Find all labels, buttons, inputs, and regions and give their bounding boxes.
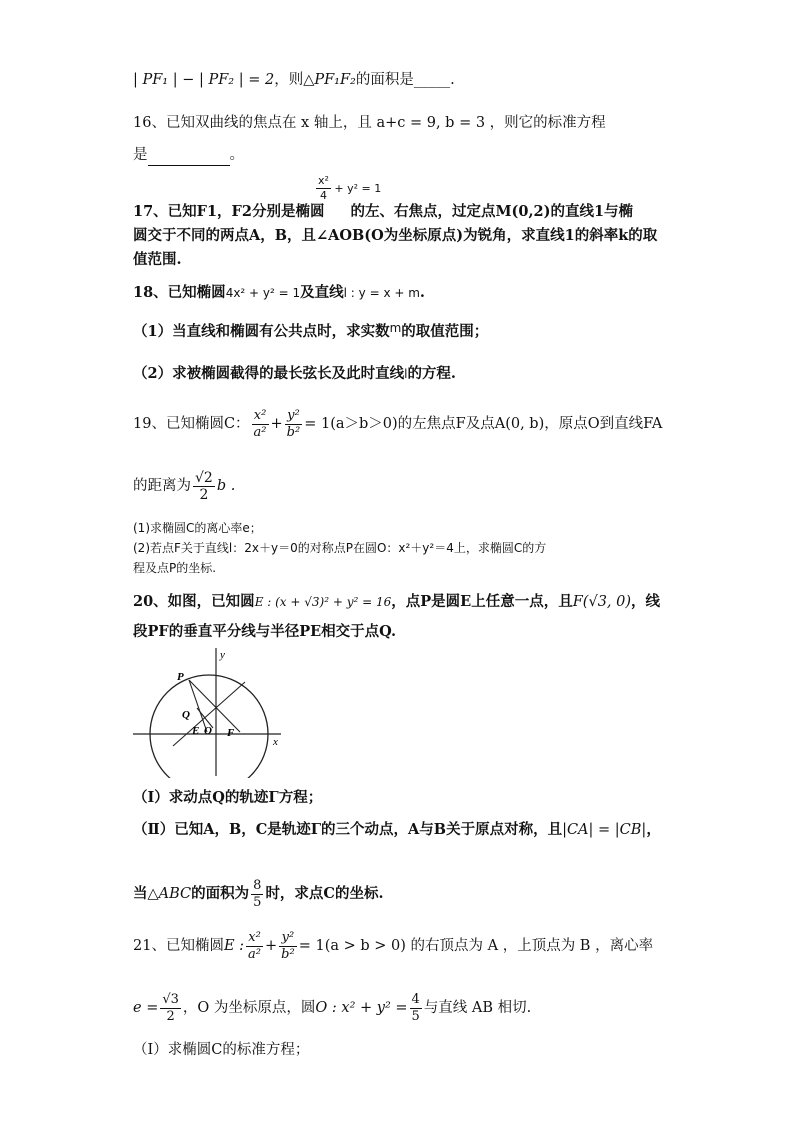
- q16-pre: 是: [133, 147, 148, 163]
- label-q: Q: [182, 709, 190, 721]
- q17-frac-tail: + y² = 1: [334, 182, 382, 195]
- q20-area-den: 5: [253, 894, 262, 910]
- q19-f2-den: b²: [286, 424, 301, 440]
- q20-figure: [133, 646, 283, 778]
- q19-frac-x: [252, 408, 269, 441]
- q19-line1: 19、已知椭圆C： $\frac{\text{x²}}{\text{a²}}$ + $\frac{\text{y²}}{\text{b²}}$ = 1(a＞b＞0)的左焦点F及点A(0, b)，原点O到直线FA: [133, 407, 663, 440]
- q21-f2-den: b²: [281, 946, 295, 962]
- q16-line2: [133, 145, 244, 166]
- q18-line-eq: l : y = x + m: [343, 286, 420, 300]
- q17-line3: 值范围.: [133, 251, 182, 268]
- q20-circle-eq: E : (x + √3)² + y² = 16: [254, 595, 392, 609]
- q20-p3-tri: ABC: [158, 886, 192, 902]
- q15-tri: PF₁F₂: [314, 72, 356, 88]
- q19-f1-num: x²: [252, 408, 269, 425]
- q17-frac-num: x²: [318, 174, 329, 187]
- q21-e-den: 2: [166, 1008, 175, 1024]
- q18-part2-text: （2）求被椭圆截得的最长弦长及此时直线: [133, 365, 405, 382]
- q19-pre: 19、已知椭圆C：: [133, 416, 250, 432]
- q18-mid: 及直线: [300, 284, 344, 301]
- q20-p2-pre: （Ⅱ）已知A，B，C是轨迹Γ的三个动点，A与B关于原点对称，且: [133, 821, 563, 838]
- label-p: P: [177, 671, 184, 683]
- q20-post: ，线: [631, 593, 661, 610]
- q15-tail-line: [133, 70, 455, 90]
- q19-frac-y: [285, 408, 303, 441]
- q19-f1-den: a²: [253, 424, 267, 440]
- q20-part2: [133, 820, 661, 840]
- q21-e-num: √3: [162, 991, 179, 1007]
- q17-pre: 17、已知F1，F2分别是椭圆: [133, 203, 325, 220]
- q21-f1-num: x²: [246, 930, 263, 947]
- q21-f1-den: a²: [248, 946, 262, 962]
- q18-part2: [133, 364, 456, 384]
- q20-line1: [133, 592, 660, 612]
- q18-end: .: [419, 284, 425, 301]
- q18-line1: [133, 283, 425, 303]
- q21-c-den: 5: [411, 1008, 420, 1024]
- q16-line1: 16、已知双曲线的焦点在 x 轴上，且 a+c = 9, b = 3 ，则它的标准方程: [133, 115, 606, 131]
- q18-part1-text: （1）当直线和椭圆有公共点时，求实数: [133, 323, 390, 340]
- label-f: F: [227, 727, 235, 739]
- label-o: O: [204, 725, 212, 737]
- q21-line1: 21、已知椭圆E : $\frac{\text{x²}}{\text{a²}}$ + $\frac{\text{y²}}{\text{b²}}$ = 1(a > b > 0) 的右顶点为 A ，上顶点为 B ，离心率: [133, 929, 654, 962]
- label-x: x: [273, 736, 278, 748]
- q20-p2-end: ，: [646, 821, 661, 838]
- q20-part1: （Ⅰ）求动点Q的轨迹Γ方程；: [133, 789, 323, 806]
- q19-dist-num: √2: [195, 469, 213, 486]
- q20-line2: 段PF的垂直平分线与半径PE相交于点Q.: [133, 623, 397, 640]
- q19-dist-post: b .: [216, 478, 236, 494]
- q15-lhs: | PF₁ | − | PF₂ | = 2: [133, 72, 275, 88]
- q18-ellipse: 4x² + y² = 1: [225, 286, 301, 300]
- q19-post: = 1(a＞b＞0)的左焦点F及点A(0, b)，原点O到直线FA: [304, 416, 663, 432]
- q20-p3-pre: 当△: [133, 885, 159, 902]
- q21-c-num: 4: [411, 991, 420, 1007]
- q18-part1-end: 的取值范围；: [401, 323, 489, 340]
- q19-dist-pre: 的距离为: [133, 478, 191, 494]
- q15-text: ，则△: [274, 72, 315, 88]
- label-y: y: [220, 649, 225, 661]
- q17-ellipse-formula: [316, 174, 381, 203]
- q17-frac-den: 4: [319, 189, 327, 202]
- q15-text2: 的面积是: [355, 72, 414, 88]
- q20-focus: F(√3, 0): [572, 594, 632, 610]
- q15-blank: _____: [413, 72, 451, 88]
- q20-mid: ，点P是圆E上任意一点，且: [391, 593, 573, 610]
- q21-frac-x: [246, 930, 263, 963]
- q17-post: 的左、右焦点，过定点M(0,2)的直线1与椭: [350, 203, 634, 220]
- q19-part2: (2)若点F关于直线l：2x＋y＝0的对称点P在圆O：x²＋y²＝4上，求椭圆C的方: [133, 541, 547, 555]
- q21-e-frac: [160, 992, 181, 1025]
- q19-dist-frac: [193, 470, 215, 503]
- label-e: E: [192, 725, 200, 737]
- q18-pre: 18、已知椭圆: [133, 284, 226, 301]
- q21-frac-y: [279, 930, 297, 963]
- q21-pre: 21、已知椭圆: [133, 938, 224, 954]
- q19-line2: [133, 468, 235, 504]
- q20-area-num: 8: [253, 877, 262, 893]
- q20-p2-abs: |CA| = |CB|: [562, 822, 647, 838]
- q20-p3-post: 时，求点C的坐标.: [265, 885, 384, 902]
- q18-part1: [133, 322, 488, 342]
- q17-line2: 圆交于不同的两点A，B，且∠AOB(O为坐标原点)为锐角，求直线1的斜率k的取: [133, 227, 658, 244]
- q21-part1: （Ⅰ）求椭圆C的标准方程；: [133, 1042, 310, 1058]
- q19-f2-num: y²: [285, 408, 303, 425]
- q21-c-frac: [410, 992, 422, 1025]
- q19-dist-den: 2: [199, 486, 209, 503]
- q15-end: .: [450, 72, 455, 88]
- q21-line2: [133, 988, 531, 1028]
- q18-part2-end: 的方程.: [407, 365, 456, 382]
- q20-area-frac: [251, 878, 263, 911]
- q21-e-post: ，O 为坐标原点，圆: [182, 1000, 316, 1016]
- q21-e-pre: e =: [133, 1000, 159, 1016]
- q18-part1-var: m: [389, 321, 402, 335]
- q21-c-post: 与直线 AB 相切.: [423, 1000, 532, 1016]
- q21-post: = 1(a > b > 0) 的右顶点为 A ，上顶点为 B ，离心率: [298, 938, 654, 954]
- q20-part3: [133, 876, 384, 912]
- q19-part2b: 程及点P的坐标.: [133, 561, 217, 575]
- q16-answer-blank: [148, 145, 230, 166]
- q18-part2-var: l: [404, 367, 408, 381]
- q16-post: 。: [229, 147, 244, 163]
- q17-line1: [133, 202, 633, 222]
- q19-part1: (1)求椭圆C的离心率e；: [133, 521, 262, 535]
- q20-p3-mid: 的面积为: [191, 885, 250, 902]
- q21-circle: O : x² + y² =: [315, 1000, 408, 1016]
- q21-f2-num: y²: [279, 930, 297, 947]
- q21-ename: E :: [223, 938, 245, 954]
- q20-pre: 20、如图，已知圆: [133, 593, 255, 610]
